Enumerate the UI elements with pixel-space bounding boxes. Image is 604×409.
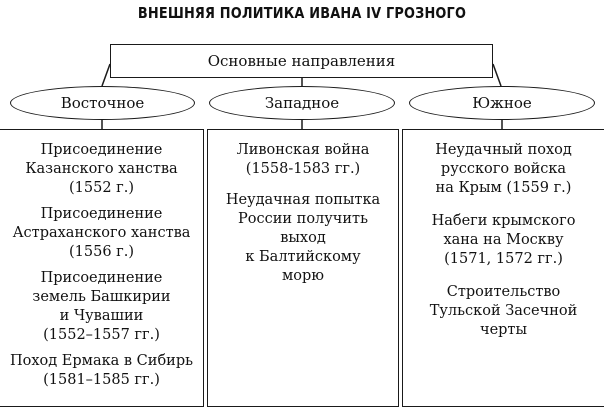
south-events-column (402, 129, 604, 407)
direction-east-oval (10, 86, 195, 120)
direction-south-label: Южное (472, 94, 532, 112)
east-event-item: Присоединение земель Башкирии и Чувашии (1552–1557 гг.) (32, 270, 171, 343)
direction-west-oval (209, 86, 395, 120)
south-event-item: Набеги крымского хана на Москву (1571, 1572 гг.) (431, 213, 576, 267)
direction-south-oval (409, 86, 595, 120)
south-event-item: Строительство Тульской Засечной черты (429, 284, 578, 338)
east-event-item: Присоединение Астраханского ханства (1556 г.) (12, 206, 191, 260)
connector-main-to-east (102, 64, 110, 86)
direction-east-label: Восточное (60, 94, 145, 112)
main-directions-box (110, 44, 493, 78)
direction-west-label: Западное (264, 94, 340, 112)
west-events-column (207, 129, 399, 407)
east-events-column (0, 129, 204, 407)
connector-main-to-south (493, 64, 501, 86)
south-event-item: Неудачный поход русского войска на Крым (1559 г.) (435, 142, 572, 196)
east-event-item: Поход Ермака в Сибирь (1581–1585 гг.) (9, 353, 194, 388)
diagram-title: ВНЕШНЯЯ ПОЛИТИКА ИВАНА IV ГРОЗНОГО (137, 4, 467, 22)
west-event-item: Ливонская война (1558-1583 гг.) (236, 142, 370, 177)
main-directions-label: Основные направления (207, 52, 396, 70)
west-event-item: Неудачная попытка России получить выход к Балтийскому морю (225, 192, 381, 284)
east-event-item: Присоединение Казанского ханства (1552 г.) (25, 142, 178, 196)
